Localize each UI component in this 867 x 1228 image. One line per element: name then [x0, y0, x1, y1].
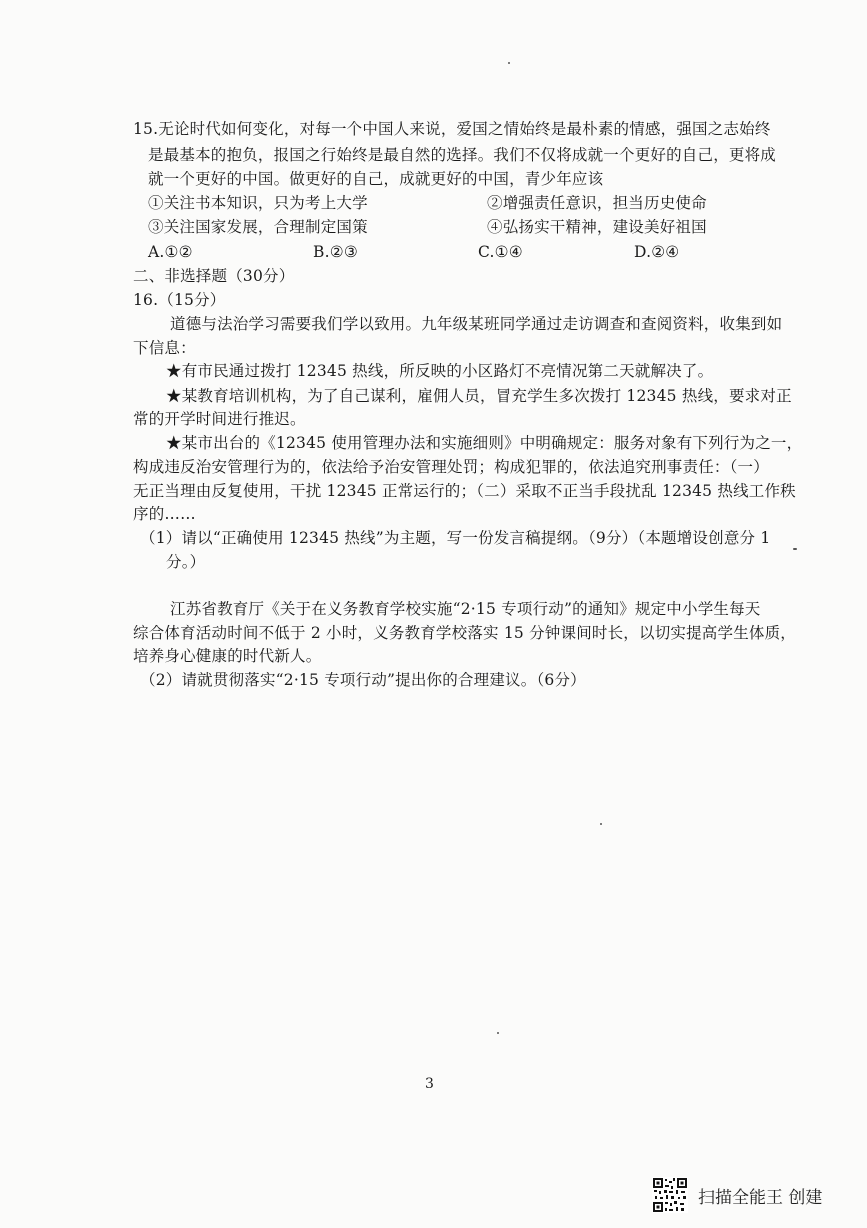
scan-speck [793, 548, 797, 550]
q15-choice-c: C.①④ [478, 243, 523, 261]
q15-choice-d: D.②④ [634, 243, 680, 261]
q16-info-3-line-1: ★某市出台的《12345 使用管理办法和实施细则》中明确规定：服务对象有下列行为之一， [166, 434, 803, 452]
q15-line-2: 是最基本的抱负，报国之行始终是最自然的选择。我们不仅将成就一个更好的自己，更将成 [148, 146, 777, 164]
scan-speck [600, 823, 602, 825]
scan-speck [497, 1032, 499, 1034]
q16-info-1: ★有市民通过拨打 12345 热线，所反映的小区路灯不亮情况第二天就解决了。 [166, 362, 714, 380]
scan-speck [508, 62, 510, 64]
scanner-watermark [652, 1177, 852, 1213]
q16-info-2-line-2: 常的开学时间进行推迟。 [133, 410, 306, 428]
page-number: 3 [425, 1076, 434, 1092]
q15-line-3: 就一个更好的中国。做更好的自己，成就更好的中国，青少年应该 [148, 170, 604, 188]
q15-choice-a: A.①② [148, 243, 193, 261]
q16-header: 16.（15分） [133, 291, 226, 309]
q16-sub-1-line-2: 分。） [166, 553, 206, 571]
q15-option-1: ①关注书本知识，只为考上大学 [148, 194, 368, 212]
q16-intro-line-2: 下信息： [133, 339, 196, 357]
q16-passage-line-2: 综合体育活动时间不低于 2 小时，义务教育学校落实 15 分钟课间时长，以切实提高学生体质， [133, 624, 796, 642]
qr-code-icon [652, 1177, 688, 1213]
q16-sub-2: （2）请就贯彻落实“2·15 专项行动”提出你的合理建议。（6分） [140, 671, 586, 689]
q16-intro-line-1: 道德与法治学习需要我们学以致用。九年级某班同学通过走访调查和查阅资料，收集到如 [170, 315, 783, 333]
q16-info-3-line-3: 无正当理由反复使用，干扰 12345 正常运行的；（二）采取不正当手段扰乱 12345 热线工作秩 [133, 482, 796, 500]
q15-option-3: ③关注国家发展，合理制定国策 [148, 218, 368, 236]
section-2-heading: 二、非选择题（30分） [133, 267, 295, 285]
q16-sub-1-line-1: （1）请以“正确使用 12345 热线”为主题，写一份发言稿提纲。（9分）（本题增设创意分 1 [140, 529, 771, 547]
q16-passage-line-1: 江苏省教育厅《关于在义务教育学校实施“2·15 专项行动”的通知》规定中小学生每天 [170, 600, 761, 618]
q15-option-4: ④弘扬实干精神，建设美好祖国 [487, 218, 707, 236]
q15-choice-b: B.②③ [313, 243, 358, 261]
q16-passage-line-3: 培养身心健康的时代新人。 [133, 647, 322, 665]
q16-info-3-line-2: 构成违反治安管理行为的，依法给予治安管理处罚；构成犯罪的，依法追究刑事责任：（一） [133, 458, 769, 476]
q16-info-2-line-1: ★某教育培训机构，为了自己谋利，雇佣人员，冒充学生多次拨打 12345 热线，要求对正 [166, 387, 792, 405]
watermark-text: 扫描全能王 创建 [698, 1188, 823, 1208]
q16-info-3-line-4: 序的…… [133, 505, 196, 523]
q15-option-2: ②增强责任意识，担当历史使命 [487, 194, 707, 212]
q15-line-1: 15.无论时代如何变化，对每一个中国人来说，爱国之情始终是最朴素的情感，强国之志始终 [133, 120, 771, 138]
